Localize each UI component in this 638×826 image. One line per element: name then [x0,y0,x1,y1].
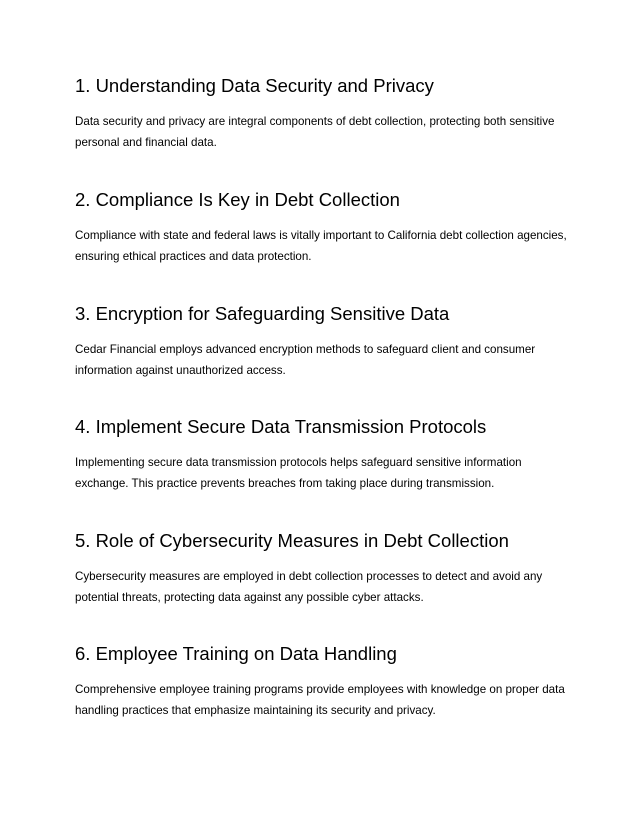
section-data-security-privacy [75,75,570,153]
section-body: Compliance with state and federal laws is vitally important to California debt collection agencies, ensuring ethical practices and data protection. [75,229,567,263]
section-body: Cybersecurity measures are employed in debt collection processes to detect and avoid any potential threats, protecting data against any possible cyber attacks. [75,570,543,604]
section-heading: 6. Employee Training on Data Handling [75,643,397,664]
section-compliance [75,189,570,267]
section-body: Cedar Financial employs advanced encryption methods to safeguard client and consumer information against unauthorized access. [75,343,536,377]
section-employee-training [75,643,570,721]
section-secure-transmission [75,416,570,494]
section-encryption [75,303,570,381]
section-cybersecurity-measures [75,530,570,608]
section-heading: 4. Implement Secure Data Transmission Protocols [75,416,487,437]
section-heading: 1. Understanding Data Security and Privacy [75,75,434,96]
section-body: Data security and privacy are integral components of debt collection, protecting both sensitive personal and financial data. [75,115,555,149]
section-heading: 3. Encryption for Safeguarding Sensitive Data [75,303,450,324]
section-body: Implementing secure data transmission protocols helps safeguard sensitive information exchange. This practice prevents breaches from taking place during transmission. [75,456,522,490]
section-heading: 2. Compliance Is Key in Debt Collection [75,189,400,210]
section-body: Comprehensive employee training programs provide employees with knowledge on proper data handling practices that emphasize maintaining its security and privacy. [75,683,565,717]
section-heading: 5. Role of Cybersecurity Measures in Debt Collection [75,530,509,551]
